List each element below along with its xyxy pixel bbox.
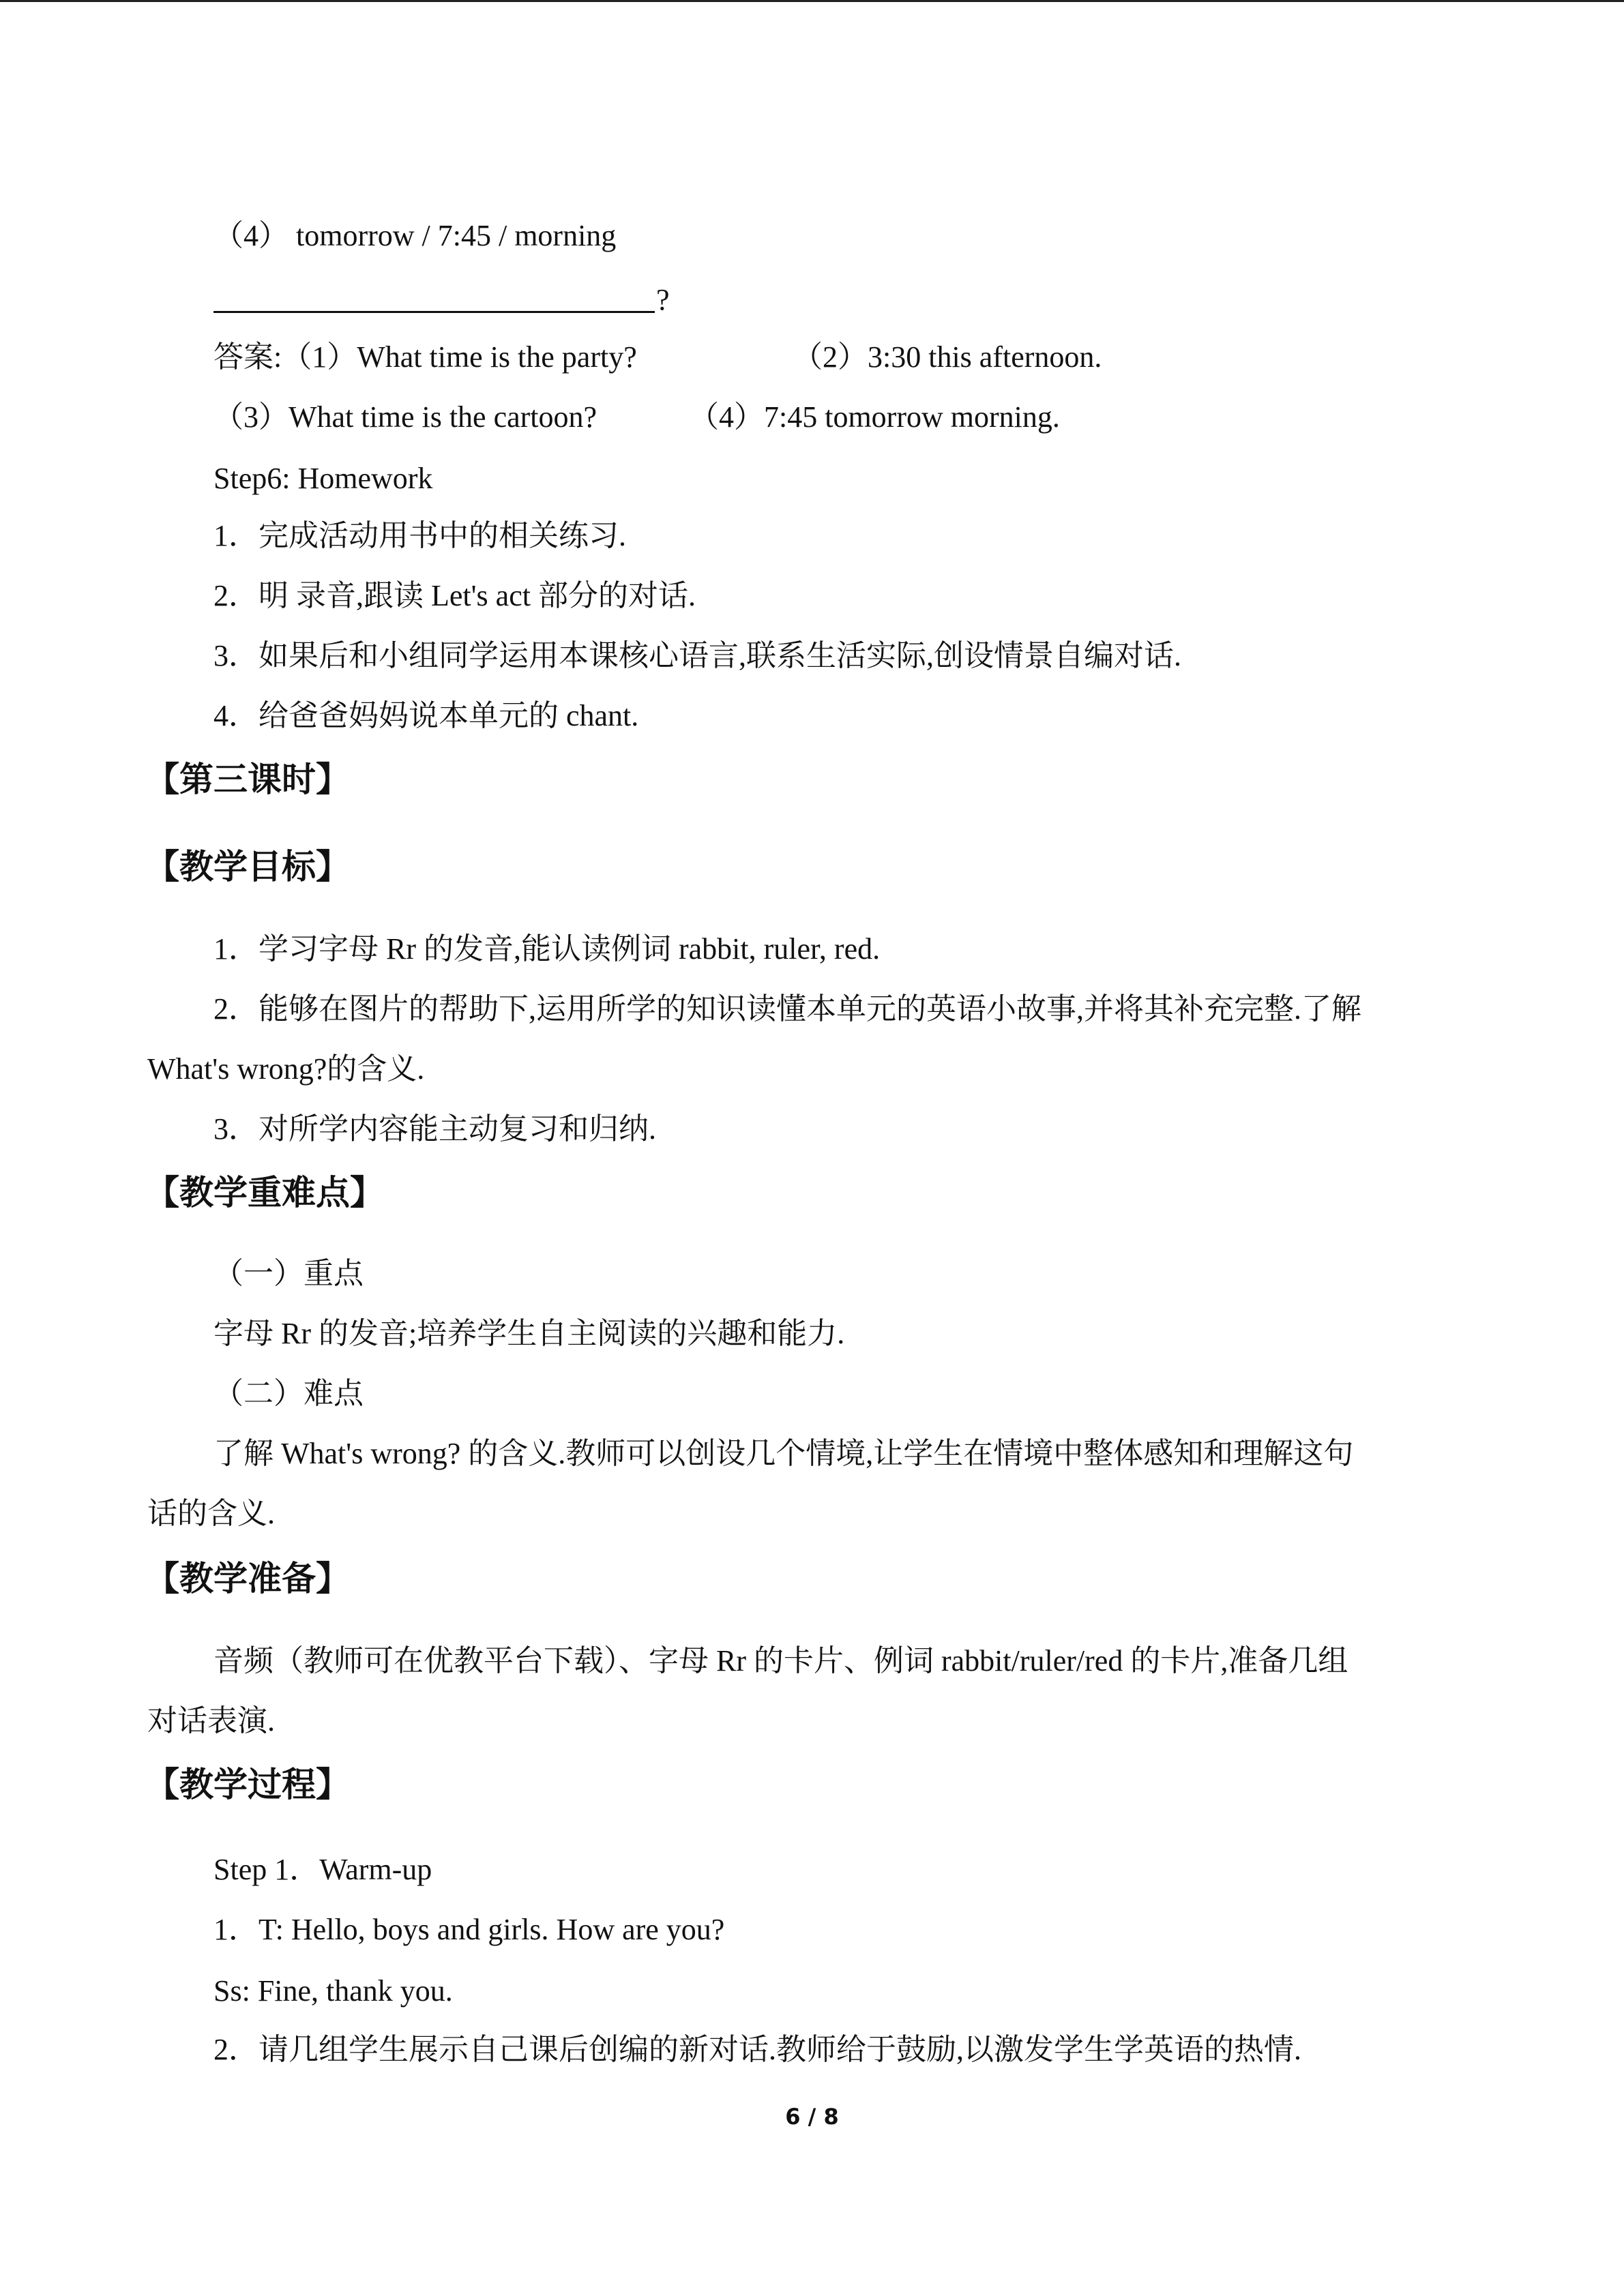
answer-blank (213, 311, 655, 313)
page-number: 6 / 8 (785, 2104, 839, 2130)
homework-item-1: 1．完成活动用书中的相关练习. (213, 519, 626, 552)
homework-item-4: 4．给爸爸妈妈说本单元的 chant. (213, 699, 639, 732)
answer-4: （4）7:45 tomorrow morning. (689, 400, 1060, 434)
difficulty-text-line1: 了解 What's wrong? 的含义.教师可以创设几个情境,让学生在情境中整体感知和理解这句 (213, 1437, 1354, 1470)
homework-item-2: 2．明 录音,跟读 Let's act 部分的对话. (213, 579, 696, 612)
answer-2: （2）3:30 this afternoon. (793, 340, 1102, 374)
answer-1: 答案:（1）What time is the party? (213, 340, 637, 374)
preparation-line1: 音频（教师可在优教平台下载）、字母 Rr 的卡片、例词 rabbit/ruler/red 的卡片,准备几组 (213, 1644, 1348, 1678)
process-reply: Ss: Fine, thank you. (213, 1974, 453, 2008)
goal-1: 1．学习字母 Rr 的发音,能认读例词 rabbit, ruler, red. (213, 932, 881, 966)
question-mark: ? (656, 283, 670, 316)
goal-2-line1: 2．能够在图片的帮助下,运用所学的知识读懂本单元的英语小故事,并将其补充完整.了解 (213, 992, 1361, 1026)
goal-3: 3．对所学内容能主动复习和归纳. (213, 1112, 656, 1146)
heading-goals: 【教学目标】 (145, 847, 350, 886)
keypoint-text: 字母 Rr 的发音;培养学生自主阅读的兴趣和能力. (213, 1317, 845, 1350)
difficulty-label: （二）难点 (213, 1377, 364, 1410)
heading-keypoints: 【教学重难点】 (145, 1173, 384, 1212)
heading-preparation: 【教学准备】 (145, 1559, 350, 1598)
preparation-line2: 对话表演. (147, 1704, 275, 1738)
answer-3: （3）What time is the cartoon? (213, 400, 597, 434)
keypoint-label: （一）重点 (213, 1257, 364, 1290)
homework-item-3: 3．如果后和小组同学运用本课核心语言,联系生活实际,创设情景自编对话. (213, 639, 1181, 672)
process-item-1: 1．T: Hello, boys and girls. How are you? (213, 1913, 725, 1946)
process-item-2: 2．请几组学生展示自己课后创编的新对话.教师给于鼓励,以激发学生学英语的热情. (213, 2033, 1301, 2066)
step6-title: Step6: Homework (213, 462, 433, 495)
goal-2-line2: What's wrong?的含义. (147, 1052, 425, 1086)
difficulty-text-line2: 话的含义. (147, 1497, 275, 1530)
exercise-item-4: （4） tomorrow / 7:45 / morning (213, 219, 617, 252)
heading-process: 【教学过程】 (145, 1765, 350, 1804)
top-border (0, 0, 1624, 2)
step1-title: Step 1．Warm-up (213, 1853, 432, 1886)
heading-lesson3: 【第三课时】 (145, 760, 350, 799)
